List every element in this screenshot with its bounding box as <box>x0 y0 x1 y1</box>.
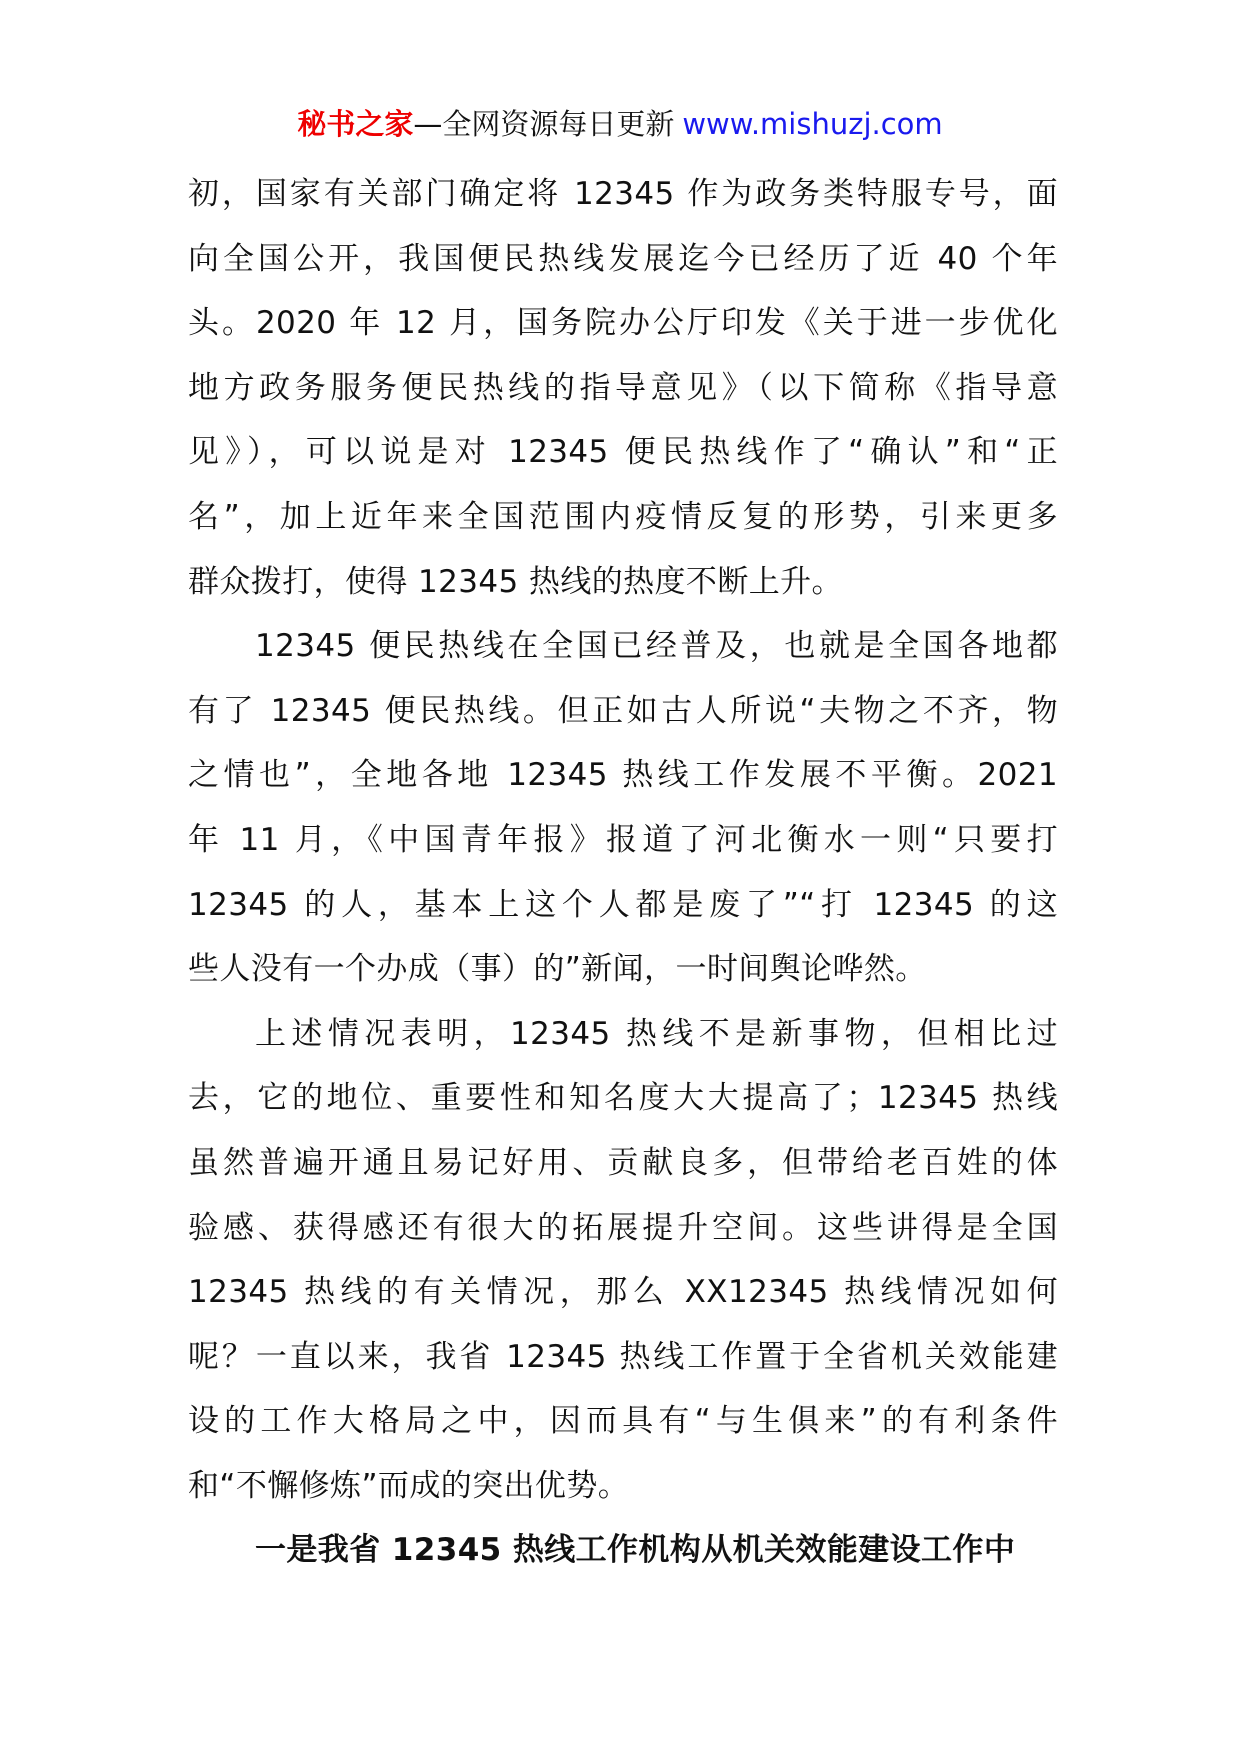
text-line: 12345 热线的有关情况，那么 XX12345 热线情况如何 <box>188 1274 1058 1311</box>
text-line: 初，国家有关部门确定将 12345 作为政务类特服专号，面 <box>188 176 1058 212</box>
header-url-link[interactable]: www.mishuzj.com <box>682 107 943 141</box>
text-line: 设的工作大格局之中，因而具有“与生俱来”的有利条件 <box>188 1403 1058 1440</box>
body-text <box>188 162 1058 1583</box>
text-line: 去，它的地位、重要性和知名度大大提高了；12345 热线 <box>188 1080 1058 1117</box>
header-tagline: —全网资源每日更新 <box>413 107 675 141</box>
header-brand: 秘书之家 <box>297 107 414 141</box>
paragraph-start-line: 12345 便民热线在全国已经普及，也就是全国各地都 <box>255 628 1058 665</box>
text-line: 12345 的人，基本上这个人都是废了”“打 12345 的这 <box>188 886 1058 923</box>
page-header <box>0 100 1240 148</box>
paragraph-end-line: 和“不懈修炼”而成的突出优势。 <box>188 1467 630 1504</box>
text-line: 地方政务服务便民热线的指导意见》（以下简称《指导意 <box>188 369 1058 406</box>
text-line: 头。2020 年 12 月，国务院办公厅印发《关于进一步优化 <box>188 305 1058 342</box>
text-line: 见》），可以说是对 12345 便民热线作了“确认”和“正 <box>188 434 1058 471</box>
paragraph-end-line: 些人没有一个办成（事）的”新闻，一时间舆论哗然。 <box>188 951 927 988</box>
paragraph-end-line: 群众拨打，使得 12345 热线的热度不断上升。 <box>188 563 843 600</box>
text-line: 验感、获得感还有很大的拓展提升空间。这些讲得是全国 <box>188 1209 1058 1246</box>
text-line: 年 11 月，《中国青年报》报道了河北衡水一则“只要打 <box>188 821 1058 858</box>
paragraph-start-line: 上述情况表明，12345 热线不是新事物，但相比过 <box>255 1015 1058 1052</box>
text-line: 向全国公开，我国便民热线发展迄今已经历了近 40 个年 <box>188 240 1058 277</box>
bold-heading-line: 一是我省 12345 热线工作机构从机关效能建设工作中 <box>255 1532 1016 1569</box>
text-line: 有了 12345 便民热线。但正如古人所说“夫物之不齐，物 <box>188 692 1058 729</box>
text-line: 名”，加上近年来全国范围内疫情反复的形势，引来更多 <box>188 498 1058 535</box>
text-line: 虽然普遍开通且易记好用、贡献良多，但带给老百姓的体 <box>188 1144 1058 1181</box>
text-line: 之情也”，全地各地 12345 热线工作发展不平衡。2021 <box>188 757 1058 794</box>
text-line: 呢？一直以来，我省 12345 热线工作置于全省机关效能建 <box>188 1338 1058 1375</box>
